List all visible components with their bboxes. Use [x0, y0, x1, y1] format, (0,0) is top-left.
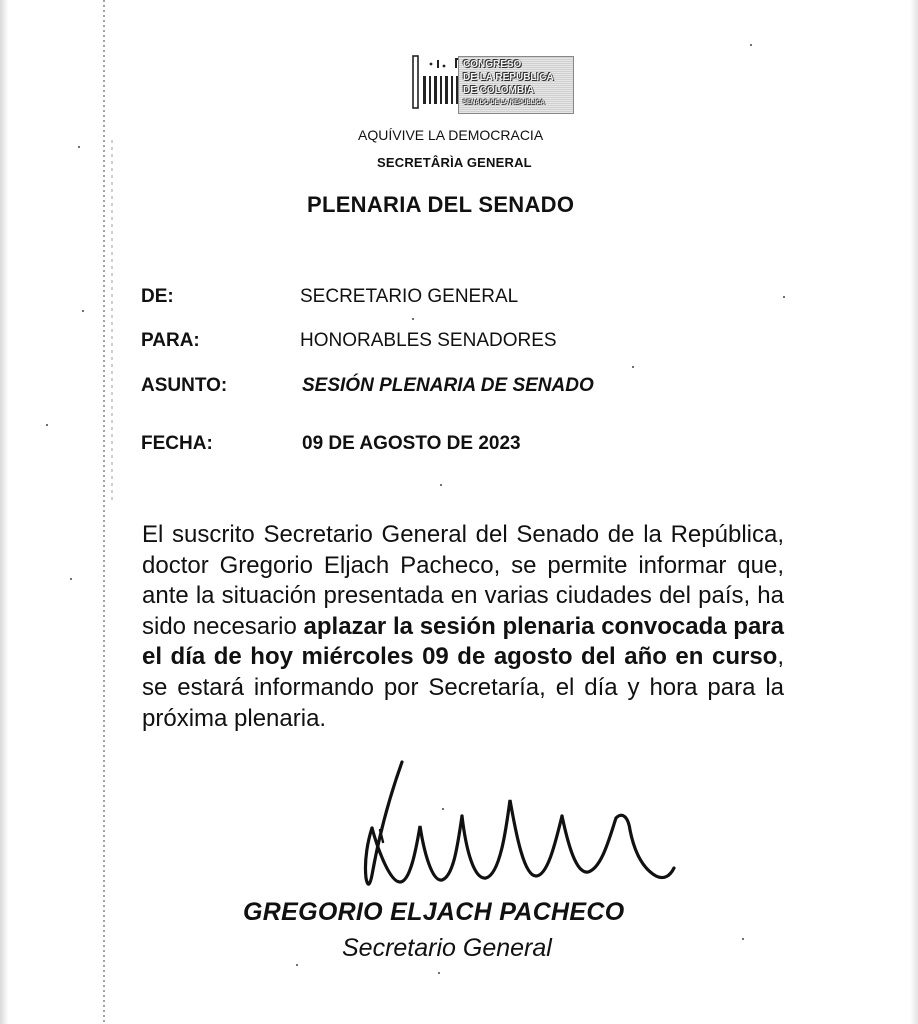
field-value-fecha: 09 DE AGOSTO DE 2023	[302, 433, 521, 454]
document-title: PLENARIA DEL SENADO	[307, 192, 575, 217]
logo-line-2: DE LA REPUBLICA	[463, 72, 554, 83]
scan-speck	[742, 938, 744, 940]
field-label-fecha: FECHA:	[141, 433, 213, 454]
logo-line-1: CONGRESO	[463, 59, 522, 70]
body-outro: , se estará informando por Secretaría, el día y hora para la próxima plenaria.	[142, 643, 784, 732]
signer-title: Secretario General	[342, 934, 552, 962]
scan-speck	[46, 424, 48, 426]
scan-speck	[70, 578, 72, 580]
congress-logo	[458, 56, 574, 114]
motto-text: AQUÍVIVE LA DEMOCRACIA	[358, 127, 544, 143]
logo-line-3: DE COLOMBIA	[463, 85, 535, 96]
field-label-para: PARA:	[141, 330, 200, 351]
field-value-de: SECRETARIO GENERAL	[300, 286, 519, 307]
page-edge-shadow-left	[0, 0, 8, 1024]
scan-speck	[296, 964, 298, 966]
scan-speck	[82, 310, 84, 312]
scan-speck	[783, 296, 785, 298]
field-label-de: DE:	[141, 286, 174, 307]
scan-speck	[438, 972, 440, 974]
field-label-asunto: ASUNTO:	[141, 375, 228, 396]
perforation-line	[103, 0, 106, 1024]
body-intro: El suscrito Secretario General del Senado de la República, doctor Gregorio Eljach Pacheco, se permite informar que, ante la situación presentada en varias ciudades del país, ha sido necesario	[142, 521, 784, 640]
scan-speck	[78, 146, 80, 148]
scan-speck	[412, 318, 414, 320]
perforation-line-faint	[111, 140, 113, 500]
logo-line-4: SENADO DE LA REPUBLICA	[463, 100, 545, 106]
field-value-asunto: SESIÓN PLENARIA DE SENADO	[302, 375, 594, 396]
field-value-para: HONORABLES SENADORES	[300, 330, 557, 351]
signer-name: GREGORIO ELJACH PACHECO	[243, 898, 625, 926]
body-paragraph	[142, 520, 784, 734]
header-department: SECRETÂRÌA GENERAL	[377, 155, 532, 170]
scan-speck	[632, 366, 634, 368]
body-emphasis: aplazar la sesión plenaria convocada para el día de hoy miércoles 09 de agosto del año en curso	[142, 612, 784, 671]
handwritten-signature	[330, 760, 690, 900]
scan-speck	[440, 484, 442, 486]
scan-speck	[750, 44, 752, 46]
page-edge-shadow-right	[910, 0, 918, 1024]
